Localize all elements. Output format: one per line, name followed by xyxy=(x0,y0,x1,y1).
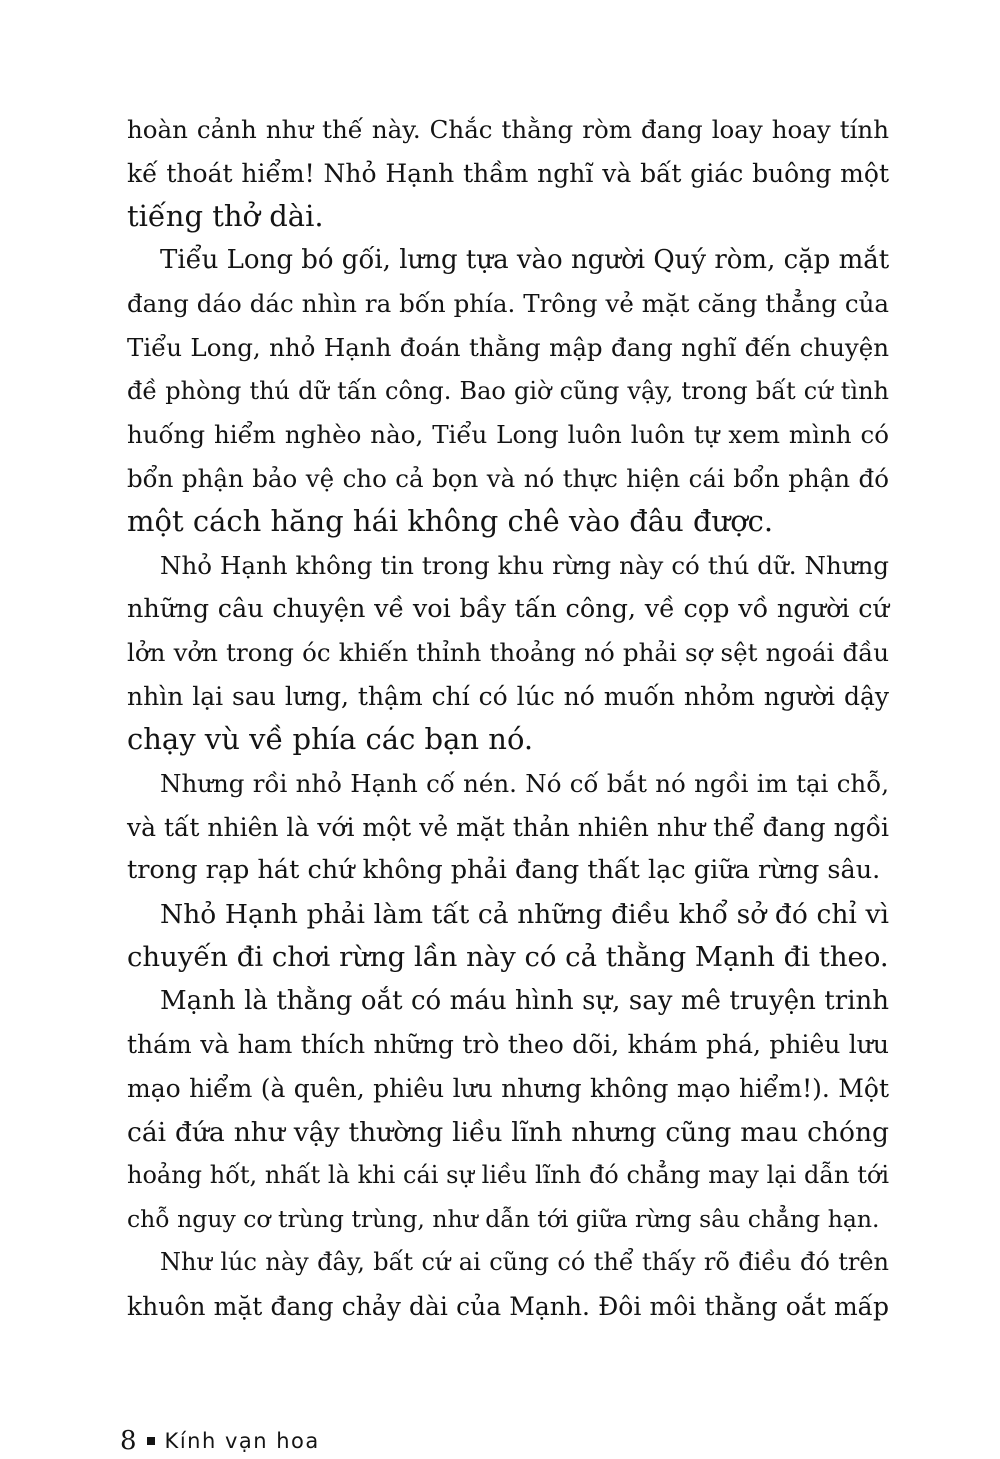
text-line: nhìn lại sau lưng, thậm chí có lúc nó muốn nhỏm người dậy xyxy=(127,681,889,711)
body-text xyxy=(127,108,889,1329)
text-line: chạy vù về phía các bạn nó. xyxy=(127,722,534,757)
text-line: thám và ham thích những trò theo dõi, khám phá, phiêu lưu xyxy=(127,1030,889,1060)
book-title: Kính vạn hoa xyxy=(164,1428,320,1453)
text-line: đề phòng thú dữ tấn công. Bao giờ cũng vậy, trong bất cứ tình xyxy=(127,376,889,405)
text-line: Nhỏ Hạnh không tin trong khu rừng này có thú dữ. Nhưng xyxy=(160,550,889,580)
text-line: lởn vởn trong óc khiến thỉnh thoảng nó phải sợ sệt ngoái đầu xyxy=(127,638,889,668)
text-line: Nhỏ Hạnh phải làm tất cả những điều khổ sở đó chỉ vì xyxy=(160,898,889,930)
text-line: chỗ nguy cơ trùng trùng, như dẫn tới giữa rừng sâu chẳng hạn. xyxy=(127,1204,880,1233)
page-footer xyxy=(120,1428,320,1454)
text-line: một cách hăng hái không chê vào đâu được. xyxy=(127,504,774,539)
page-number: 8 xyxy=(120,1426,137,1456)
footer-bullet-icon xyxy=(147,1437,155,1445)
text-line: huống hiểm nghèo nào, Tiểu Long luôn luôn tự xem mình có xyxy=(127,420,889,450)
text-line: Mạnh là thằng oắt có máu hình sự, say mê truyện trinh xyxy=(160,985,889,1016)
text-line: Tiểu Long bó gối, lưng tựa vào người Quý ròm, cặp mắt xyxy=(160,244,890,275)
text-line: bổn phận bảo vệ cho cả bọn và nó thực hiện cái bổn phận đó xyxy=(127,463,889,493)
text-line: Nhưng rồi nhỏ Hạnh cố nén. Nó cố bắt nó ngồi im tại chỗ, xyxy=(160,768,889,798)
text-line: đang dáo dác nhìn ra bốn phía. Trông vẻ mặt căng thẳng của xyxy=(127,289,889,319)
text-line: Tiểu Long, nhỏ Hạnh đoán thằng mập đang nghĩ đến chuyện xyxy=(127,332,889,362)
text-line: những câu chuyện về voi bầy tấn công, về cọp vồ người cứ xyxy=(127,593,889,624)
text-line: cái đứa như vậy thường liều lĩnh nhưng cũng mau chóng xyxy=(127,1116,889,1148)
text-line: hoảng hốt, nhất là khi cái sự liều lĩnh đó chẳng may lại dẫn tới xyxy=(127,1161,889,1190)
text-line: hoàn cảnh như thế này. Chắc thằng ròm đang loay hoay tính xyxy=(127,115,889,144)
text-line: chuyến đi chơi rừng lần này có cả thằng Mạnh đi theo. xyxy=(127,941,889,974)
text-line: mạo hiểm (à quên, phiêu lưu nhưng không mạo hiểm!). Một xyxy=(127,1074,889,1104)
text-line: và tất nhiên là với một vẻ mặt thản nhiên như thể đang ngồi xyxy=(127,812,889,842)
text-line: Như lúc này đây, bất cứ ai cũng có thể thấy rõ điều đó trên xyxy=(160,1248,889,1277)
text-line: trong rạp hát chứ không phải đang thất lạc giữa rừng sâu. xyxy=(127,855,881,886)
text-line: tiếng thở dài. xyxy=(127,199,324,234)
text-line: khuôn mặt đang chảy dài của Mạnh. Đôi môi thằng oắt mấp xyxy=(127,1292,889,1322)
text-line: kế thoát hiểm! Nhỏ Hạnh thầm nghĩ và bất giác buông một xyxy=(127,158,889,188)
